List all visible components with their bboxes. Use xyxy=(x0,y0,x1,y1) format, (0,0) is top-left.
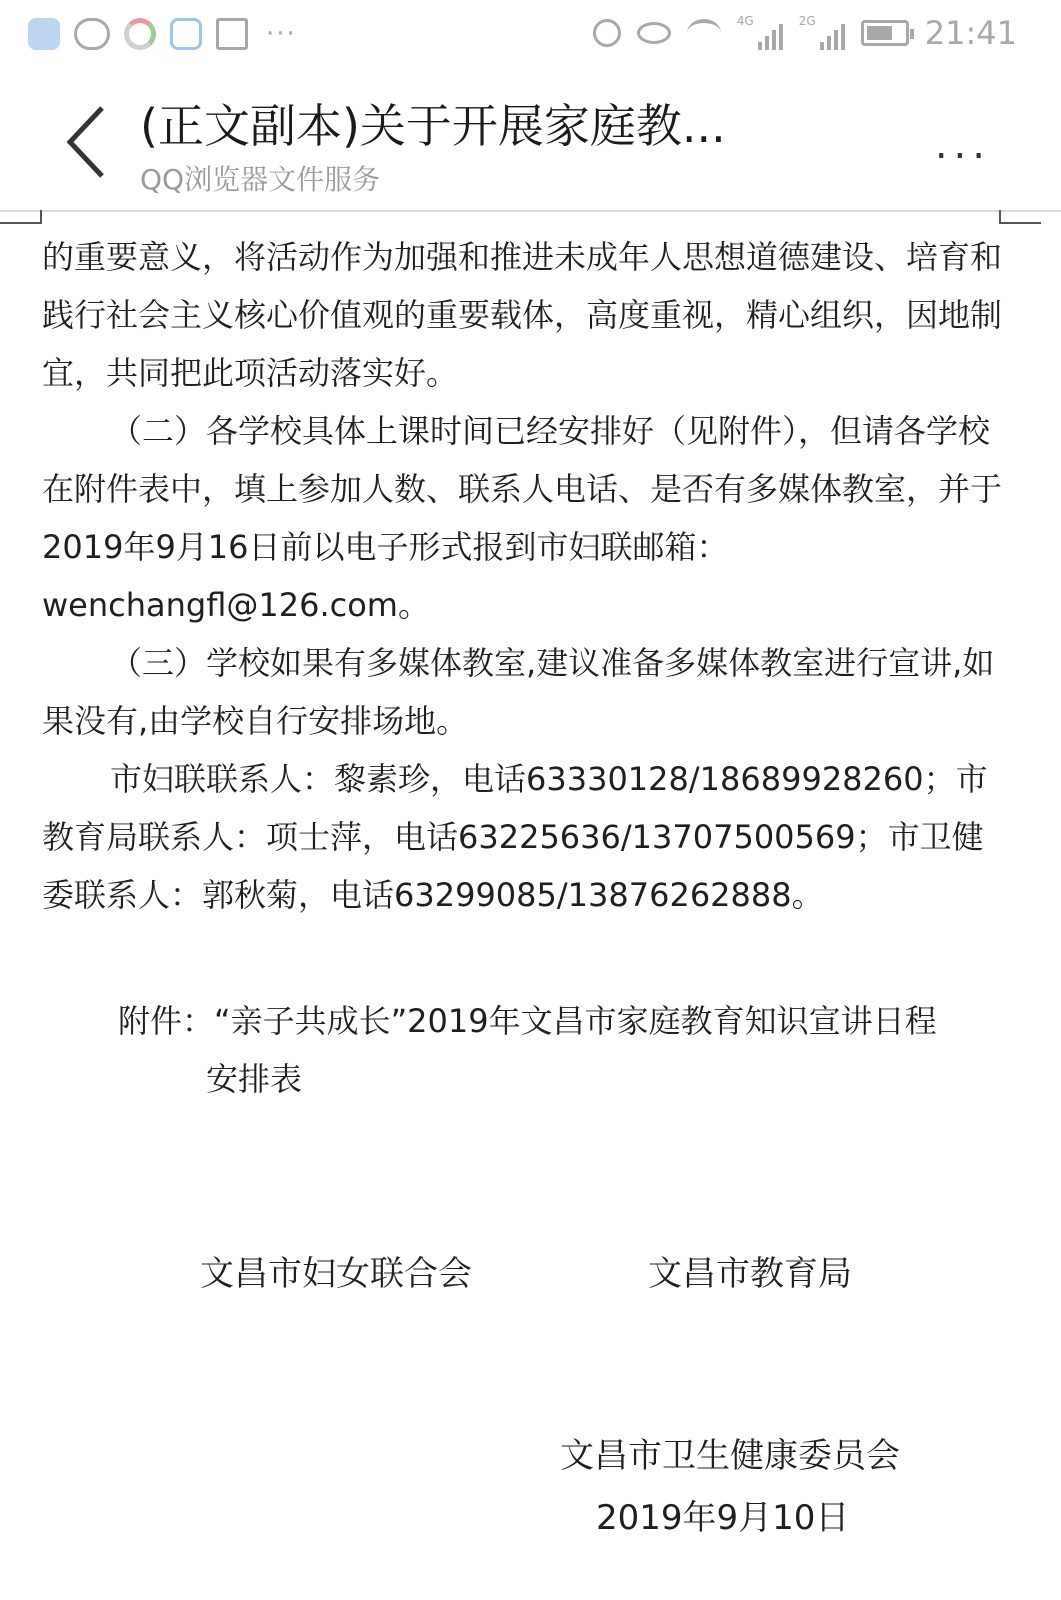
page-corner-mark-left xyxy=(0,210,42,224)
signatory-education-bureau: 文昌市教育局 xyxy=(648,1254,852,1294)
page-corner-mark-right xyxy=(999,210,1041,224)
signal2-label: 2G xyxy=(798,14,816,28)
paragraph-contacts: 市妇联联系人：黎素珍，电话63330128/18689928260；市教育局联系人：项士萍，电话63225636/13707500569；市卫健委联系人：郭秋菊，电话63299085/13876262888。 xyxy=(42,760,988,914)
signal1-label: 4G xyxy=(736,14,754,28)
signatory-health-commission: 文昌市卫生健康委员会 xyxy=(560,1436,900,1476)
document-body xyxy=(42,228,1002,924)
back-arrow-icon[interactable] xyxy=(60,102,120,182)
clock: 21:41 xyxy=(924,14,1017,52)
system-status-icons xyxy=(593,14,1017,52)
wechat-icon xyxy=(74,18,110,50)
paragraph-3: （三）学校如果有多媒体教室,建议准备多媒体教室进行宣讲,如果没有,由学校自行安排场地。 xyxy=(42,644,995,740)
alarm-icon xyxy=(593,19,621,47)
title-bar xyxy=(0,72,1061,212)
document-date: 2019年9月10日 xyxy=(596,1498,850,1538)
more-options-icon[interactable]: ... xyxy=(934,122,991,168)
signal2-icon xyxy=(799,16,845,50)
wifi-icon xyxy=(687,19,721,47)
signal-icon xyxy=(737,16,783,50)
page-subtitle: QQ浏览器文件服务 xyxy=(140,163,381,196)
paragraph-1: 的重要意义，将活动作为加强和推进未成年人思想道德建设、培育和践行社会主义核心价值观的重要载体，高度重视，精心组织，因地制宜，共同把此项活动落实好。 xyxy=(42,238,1003,392)
reader-icon xyxy=(216,18,248,50)
notification-icons xyxy=(28,18,297,50)
shield-app-icon xyxy=(28,18,60,50)
paragraph-2: （二）各学校具体上课时间已经安排好（见附件），但请各学校在附件表中，填上参加人数、联系人电话、是否有多媒体教室，并于2019年9月16日前以电子形式报到市妇联邮箱：wenchangfl@126.com。 xyxy=(42,412,1003,624)
attachment-line-2: 安排表 xyxy=(206,1060,303,1098)
more-notifications-indicator: ··· xyxy=(266,19,297,49)
status-bar xyxy=(0,0,1061,72)
page-title: (正文副本)关于开展家庭教... xyxy=(140,99,726,153)
eye-icon xyxy=(637,22,671,44)
qq-icon xyxy=(170,18,202,50)
battery-icon xyxy=(861,20,909,46)
attachment-line-1: 附件：“亲子共成长”2019年文昌市家庭教育知识宣讲日程 xyxy=(118,1002,937,1040)
signatory-womens-federation: 文昌市妇女联合会 xyxy=(200,1254,472,1294)
app-ring-icon xyxy=(124,18,156,50)
